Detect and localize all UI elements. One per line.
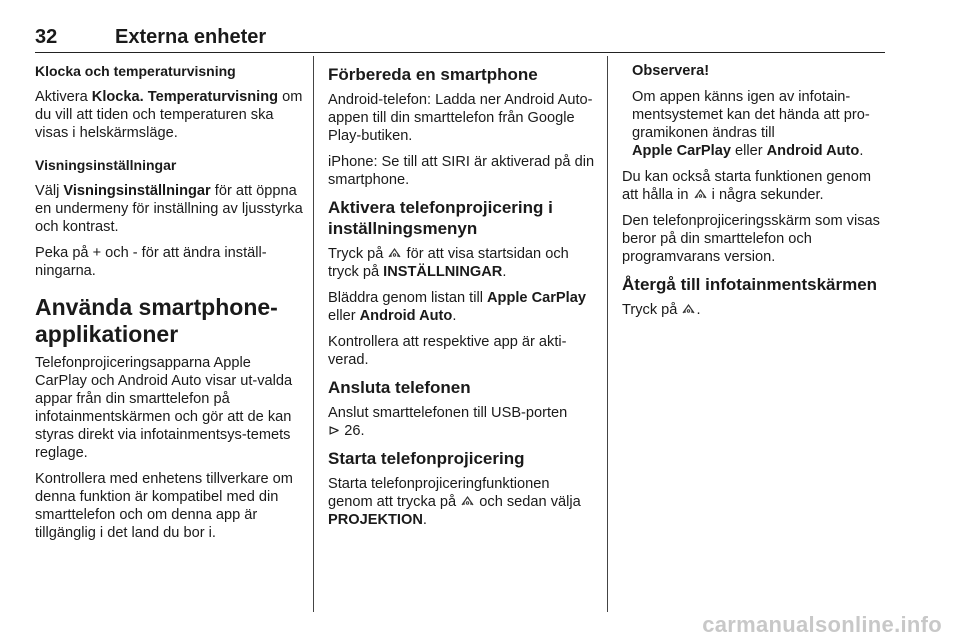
paragraph-iphone: iPhone: Se till att SIRI är aktiverad på din smartphone. bbox=[328, 154, 595, 188]
text: om du vill att tiden och temperaturen ska visas i helskärmsläge. bbox=[35, 89, 303, 141]
text: . bbox=[502, 264, 507, 280]
section-title: Externa enheter bbox=[115, 26, 267, 48]
text: Bläddra genom listan till bbox=[328, 290, 487, 306]
text: och sedan välja bbox=[475, 494, 581, 510]
paragraph-clock bbox=[35, 88, 303, 142]
watermark: carmanualsonline.info bbox=[702, 612, 942, 637]
text: Anslut smarttelefonen till USB-porten bbox=[328, 405, 568, 421]
text: . bbox=[452, 308, 457, 324]
text: Aktivera bbox=[35, 89, 92, 105]
text: Om appen känns igen av infotain-mentsystemet kan det hända att pro-gramikonen ändras till bbox=[632, 89, 870, 141]
paragraph-start bbox=[328, 475, 596, 529]
paragraph-display bbox=[35, 182, 303, 236]
column-2 bbox=[328, 62, 596, 537]
page-reference: 26. bbox=[344, 423, 365, 439]
paragraph-compatibility: Kontrollera med enhetens tillverkare om denna funktion är kompatibel med din smarttelefon och om denna app är tillgänglig i det land du bor i. bbox=[35, 471, 293, 541]
home-icon bbox=[460, 494, 475, 507]
heading-prepare-smartphone: Förbereda en smartphone bbox=[328, 65, 538, 84]
paragraph-return bbox=[622, 301, 890, 319]
subheading-clock: Klocka och temperaturvisning bbox=[35, 63, 236, 79]
column-1 bbox=[35, 62, 303, 550]
text: Starta telefonprojiceringfunktionen genom att trycka på bbox=[328, 476, 550, 510]
paragraph-check: Kontrollera att respektive app är akti-verad. bbox=[328, 334, 567, 368]
home-icon bbox=[693, 187, 708, 200]
menu-label: Apple CarPlay bbox=[632, 143, 731, 159]
paragraph-hold bbox=[622, 168, 890, 204]
note-title: Observera! bbox=[632, 63, 710, 79]
menu-label: PROJEKTION bbox=[328, 512, 423, 528]
heading-start-projection: Starta telefonprojicering bbox=[328, 449, 525, 468]
paragraph-scroll bbox=[328, 289, 596, 325]
menu-label: Visningsinställningar bbox=[63, 183, 211, 199]
text: Tryck på bbox=[328, 246, 388, 262]
text: Välj bbox=[35, 183, 64, 199]
heading-connect-phone: Ansluta telefonen bbox=[328, 378, 471, 397]
paragraph-connect bbox=[328, 404, 596, 440]
page-header bbox=[35, 26, 885, 53]
heading-smartphone-apps: Använda smartphone-applikationer bbox=[35, 294, 278, 347]
column-divider bbox=[313, 56, 314, 612]
menu-label: Android Auto bbox=[359, 308, 453, 324]
paragraph-tap-home bbox=[328, 245, 596, 281]
column-3 bbox=[622, 62, 890, 327]
note-box bbox=[622, 62, 890, 160]
text: för att öppna en undermeny för inställning av ljusstyrka och kontrast. bbox=[35, 183, 303, 235]
note-text bbox=[632, 88, 890, 160]
menu-label: INSTÄLLNINGAR bbox=[383, 264, 503, 280]
column-divider bbox=[607, 56, 608, 612]
menu-label: Klocka. Temperaturvisning bbox=[91, 89, 279, 105]
heading-return: Återgå till infotainmentskärmen bbox=[622, 275, 878, 294]
menu-label: Android Auto bbox=[766, 143, 860, 159]
home-icon bbox=[681, 302, 696, 315]
text: för att visa startsidan och tryck på bbox=[328, 246, 569, 280]
text: eller bbox=[328, 308, 360, 324]
subheading-display: Visningsinställningar bbox=[35, 157, 177, 173]
text: i några sekunder. bbox=[707, 187, 824, 203]
paragraph-screen: Den telefonprojiceringsskärm som visas beror på din smarttelefon och programvarans version. bbox=[622, 213, 880, 265]
paragraph-projection-apps: Telefonprojiceringsapparna Apple CarPlay och Android Auto visar ut-valda appar från din smarttelefon på infotainmentskärmen och gör att de kan styras direkt via infotainmentsys-temets reglage. bbox=[35, 355, 293, 461]
page-number: 32 bbox=[35, 26, 58, 48]
text: eller bbox=[730, 143, 767, 159]
heading-activate-projection: Aktivera telefonprojicering i inställningsmenyn bbox=[328, 198, 553, 238]
paragraph-touch: Peka på + och - för att ändra inställ-ningarna. bbox=[35, 245, 267, 279]
paragraph-android: Android-telefon: Ladda ner Android Auto-appen till din smarttelefon från Google Play-butiken. bbox=[328, 92, 593, 144]
menu-label: Apple CarPlay bbox=[487, 290, 586, 306]
text: Du kan också starta funktionen genom att hålla in bbox=[622, 169, 872, 203]
text: . bbox=[696, 302, 701, 318]
page-ref-arrow-icon: ⊳ bbox=[328, 423, 341, 439]
home-icon bbox=[387, 246, 402, 259]
text: Tryck på bbox=[622, 302, 682, 318]
text: . bbox=[422, 512, 427, 528]
text: . bbox=[859, 143, 864, 159]
